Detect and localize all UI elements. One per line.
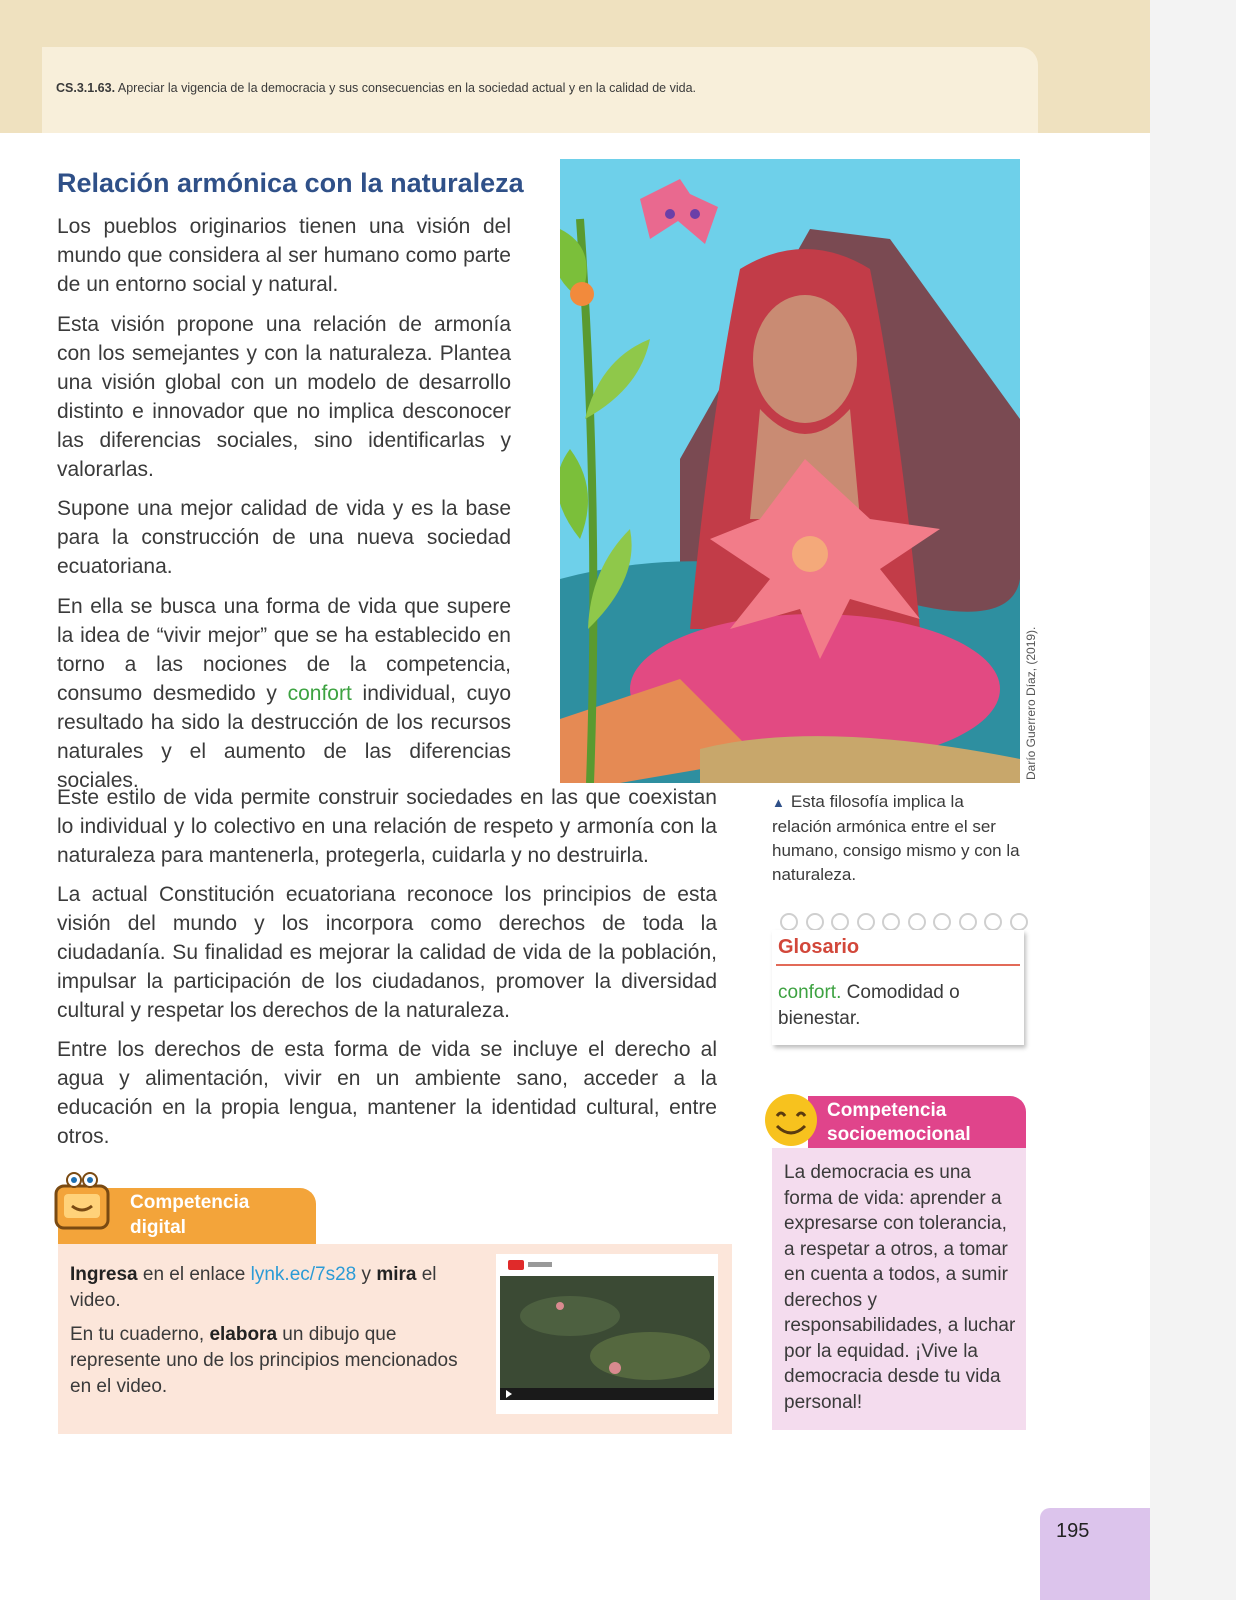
instruction-text: En tu cuaderno, <box>70 1324 210 1345</box>
smiley-face-icon <box>761 1090 821 1150</box>
glossary-term-link: confort <box>287 682 352 705</box>
paragraph-4-start: En ella se busca una forma de vida que supere la idea de “vivir mejor” que se ha establecido en torno a las nociones de la competencia, consumo desmedido y <box>57 595 511 705</box>
paragraph-7: Entre los derechos de esta forma de vida se incluye el derecho al agua y alimentación, vivir en un ambiente sano, acceder a la educación en la propia lengua, mantener la identidad cultural, entre otros. <box>57 1038 717 1148</box>
objective-line <box>56 81 696 95</box>
image-caption <box>772 790 1022 887</box>
digital-instruction-1 <box>70 1262 470 1314</box>
caption-text: Esta filosofía implica la relación armónica entre el ser humano, consigo mismo y con la naturaleza. <box>772 792 1020 884</box>
verb-elabora: elabora <box>209 1324 278 1345</box>
video-thumbnail[interactable] <box>496 1254 718 1414</box>
ring-icon <box>857 913 875 931</box>
socioemotional-title-line2: socioemocional <box>827 1124 971 1145</box>
instruction-text: en el enlace <box>137 1264 251 1285</box>
page-edge <box>1150 0 1236 1600</box>
paragraph-2: Esta visión propone una relación de armonía con los semejantes y con la naturaleza. Plantea una visión global con un modelo de desarrollo distinto e innovador que no implica desconocer las diferencias sociales, sino identificarlas y valorarlas. <box>57 313 511 481</box>
ring-icon <box>1010 913 1028 931</box>
ring-icon <box>933 913 951 931</box>
socioemotional-title <box>827 1099 971 1147</box>
objective-code: CS.3.1.63. <box>56 81 116 95</box>
verb-ingresa: Ingresa <box>70 1264 138 1285</box>
page-number: 195 <box>1056 1520 1090 1542</box>
caption-triangle-icon: ▲ <box>772 795 785 810</box>
glossary-entry <box>778 980 1018 1032</box>
verb-mira: mira <box>376 1264 417 1285</box>
paragraph-6: La actual Constitución ecuatoriana reconoce los principios de esta visión del mundo y los incorpora como derechos de toda la ciudadanía. Su finalidad es mejorar la calidad de vida de la población, impulsar la participación de los ciudadanos, promover la diversidad cultural y respetar los derechos de la naturaleza. <box>57 883 717 1022</box>
ring-icon <box>806 913 824 931</box>
glossary-box <box>772 930 1024 1045</box>
video-frame <box>500 1276 714 1400</box>
ring-icon <box>984 913 1002 931</box>
digital-title <box>130 1190 249 1240</box>
instruction-text: el video. <box>70 1264 437 1311</box>
glossary-divider <box>776 964 1020 966</box>
ring-icon <box>780 913 798 931</box>
glossary-title: Glosario <box>778 936 860 958</box>
ring-icon <box>831 913 849 931</box>
digital-title-line1: Competencia <box>130 1192 250 1213</box>
objective-text: Apreciar la vigencia de la democracia y sus consecuencias en la sociedad actual y en la calidad de vida. <box>117 81 696 95</box>
digital-title-line2: digital <box>130 1217 186 1238</box>
image-credit: Darío Guerrero Díaz, (2019). <box>1024 626 1038 780</box>
socioemotional-text: La democracia es una forma de vida: aprender a expresarse con tolerancia, a respetar a otros, a tomar en cuenta a todos, a sumir derechos y responsabilidades, a luchar por la equidad. ¡Vive la democracia desde tu vida personal! <box>784 1162 1016 1413</box>
video-still <box>500 1276 714 1400</box>
digital-instruction-2 <box>70 1322 470 1400</box>
paragraph-1: Los pueblos originarios tienen una visión del mundo que considera al ser humano como parte de un entorno social y natural. <box>57 215 511 296</box>
glossary-definition: Comodidad o bienestar. <box>778 982 960 1029</box>
illustration-art <box>560 159 1020 783</box>
ring-icon <box>908 913 926 931</box>
video-top-bar <box>496 1254 718 1276</box>
illustration <box>560 159 1020 783</box>
socioemotional-title-line1: Competencia <box>827 1100 947 1121</box>
ring-icon <box>882 913 900 931</box>
computer-mascot-icon <box>50 1170 114 1234</box>
glossary-term: confort. <box>778 982 842 1003</box>
instruction-text: un dibujo que represente uno de los principios mencionados en el video. <box>70 1324 458 1397</box>
video-link[interactable]: lynk.ec/7s28 <box>250 1264 357 1285</box>
paragraph-5: Este estilo de vida permite construir sociedades en las que coexistan lo individual y lo colectivo en una relación de respeto y armonía con la naturaleza para mantenerla, protegerla, cuidarla y no destruirla. <box>57 786 717 867</box>
paragraph-4-end: individual, cuyo resultado ha sido la destrucción de los recursos naturales y el aumento de las diferencias sociales. <box>57 682 512 792</box>
instruction-text: y <box>356 1264 377 1285</box>
section-title: Relación armónica con la naturaleza <box>57 168 524 198</box>
paragraph-4 <box>57 592 511 795</box>
ring-icon <box>959 913 977 931</box>
paragraph-3: Supone una mejor calidad de vida y es la base para la construcción de una nueva sociedad ecuatoriana. <box>57 497 511 578</box>
